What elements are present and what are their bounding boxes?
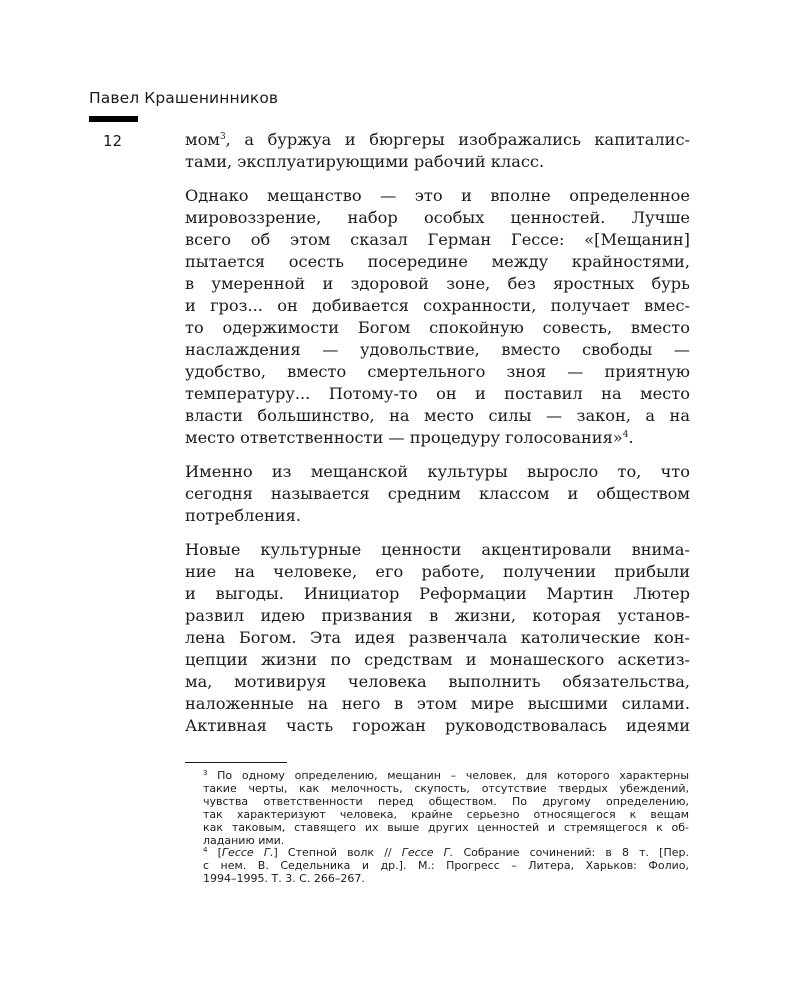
text-run: удобство, вместо смертельного зноя — приятную [185, 362, 690, 381]
text-line [185, 649, 690, 671]
footnote-reference: 4 [622, 430, 629, 440]
text-line [185, 461, 690, 483]
text-run: Активная часть горожан руководствовалась идеями [185, 716, 690, 735]
text-line [185, 151, 690, 173]
footnote-mark: 4 [203, 846, 208, 855]
footnote-line [203, 873, 689, 886]
text-run: то одержимости Богом спокойную совесть, вместо [185, 318, 690, 337]
text-run: мировоззрение, набор особых ценностей. Лучше [185, 208, 690, 227]
text-run: Однако мещанство — это и вполне определенное [185, 186, 690, 205]
text-run: ма, мотивируя человека выполнить обязательства, [185, 672, 690, 691]
text-run: развил идею призвания в жизни, которая установ- [185, 606, 690, 625]
text-run: цепции жизни по средствам и монашеского аскетиз- [185, 650, 690, 669]
paragraph [185, 461, 690, 527]
text-line [185, 361, 690, 383]
text-line [185, 339, 690, 361]
text-run: Собрание сочинений: в 8 т. [Пер. [453, 846, 689, 860]
text-line [185, 693, 690, 715]
text-run: [ [207, 846, 222, 860]
text-line [185, 505, 690, 527]
text-run: пытается осесть посередине между крайностями, [185, 252, 690, 271]
text-line [185, 605, 690, 627]
text-line [185, 483, 690, 505]
text-line [185, 583, 690, 605]
footnote-mark: 3 [203, 769, 208, 777]
text-line [185, 295, 690, 317]
text-line [185, 405, 690, 427]
italic-author-name: Гессе Г. [221, 846, 274, 860]
text-run: 1994–1995. Т. 3. С. 266–267. [203, 872, 365, 886]
footnote-separator [185, 762, 287, 763]
text-run: ние на человеке, его работе, получении прибыли [185, 562, 690, 581]
text-line [185, 539, 690, 561]
text-run: как таковым, ставящего их выше других ценностей и стремящегося к об- [203, 820, 689, 834]
text-run: . [628, 428, 634, 447]
text-run: Именно из мещанской культуры выросло то, что [185, 462, 690, 481]
text-run: с нем. В. Седельника и др.]. М.: Прогресс – Литера, Харьков: Фолио, [203, 859, 689, 873]
footnote [203, 847, 689, 886]
text-line [185, 229, 690, 251]
text-run: всего об этом сказал Герман Гессе: «[Мещанин] [185, 230, 690, 249]
text-line [185, 129, 690, 151]
text-run: ] Степной волк // [273, 846, 402, 860]
text-line [185, 185, 690, 207]
running-head-rule [89, 116, 138, 122]
text-run: температуру... Потому-то он и поставил на место [185, 384, 690, 403]
italic-author-name: Гессе Г. [401, 846, 454, 860]
text-line [185, 383, 690, 405]
footnote-reference: 3 [219, 132, 226, 142]
text-run: и выгоды. Инициатор Реформации Мартин Лютер [185, 584, 690, 603]
text-run: власти большинство, на место силы — закон, а на [185, 406, 690, 425]
footnotes [203, 770, 689, 886]
text-line [185, 317, 690, 339]
text-line [185, 671, 690, 693]
paragraph [185, 539, 690, 737]
text-run: и гроз... он добивается сохранности, получает вмес- [185, 296, 690, 315]
text-run: По одному определению, мещанин – человек, для которого характерны [207, 769, 689, 782]
text-line [185, 207, 690, 229]
text-run: наложенные на него в этом мире высшими силами. [185, 694, 690, 713]
page-number: 12 [103, 132, 123, 150]
paragraph [185, 129, 690, 173]
text-run: , а буржуа и бюргеры изображались капиталис- [225, 130, 690, 149]
text-run: Новые культурные ценности акцентировали внима- [185, 540, 690, 559]
text-run: сегодня называется средним классом и обществом [185, 484, 690, 503]
text-run: чувства ответственности перед обществом. По другому определению, [203, 794, 689, 808]
paragraph [185, 185, 690, 449]
text-run: лена Богом. Эта идея развенчала католические кон- [185, 628, 690, 647]
footnote [203, 770, 689, 847]
running-head-author: Павел Крашенинников [89, 89, 279, 107]
text-line [185, 715, 690, 737]
text-run: мом [185, 130, 220, 149]
text-run: в умеренной и здоровой зоне, без яростных бурь [185, 274, 690, 293]
text-line [185, 273, 690, 295]
text-run: место ответственности — процедуру голосования» [185, 428, 623, 447]
text-line [185, 251, 690, 273]
text-line [185, 427, 690, 449]
text-run: так характеризуют человека, крайне серьезно относящегося к вещам [203, 807, 689, 821]
text-run: наслаждения — удовольствие, вместо свободы — [185, 340, 690, 359]
text-run: тами, эксплуатирующими рабочий класс. [185, 152, 545, 171]
text-run: такие черты, как мелочность, скупость, отсутствие твердых убеждений, [203, 781, 689, 795]
main-text [185, 129, 690, 737]
text-run: ладанию ими. [203, 833, 285, 847]
text-run: потребления. [185, 506, 301, 525]
text-line [185, 627, 690, 649]
text-line [185, 561, 690, 583]
